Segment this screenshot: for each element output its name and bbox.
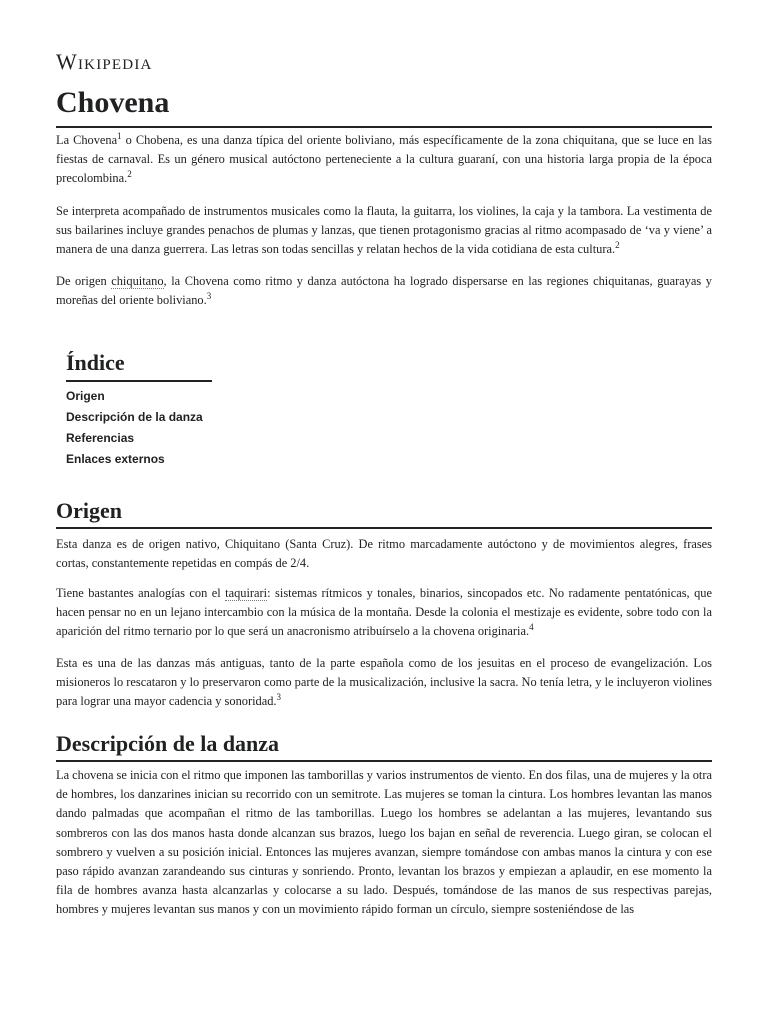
origen-paragraph-1 bbox=[56, 535, 712, 573]
wikipedia-wordmark: Wikipedia bbox=[56, 49, 153, 74]
origen-paragraph-2 bbox=[56, 584, 712, 642]
intro-paragraph-2 bbox=[56, 202, 712, 260]
inline-link[interactable]: chiquitano bbox=[111, 274, 164, 288]
reference-mark[interactable]: 1 bbox=[117, 131, 122, 141]
text-run: La Chovena bbox=[56, 133, 118, 147]
descripcion-paragraph-1 bbox=[56, 766, 712, 920]
text-run: Esta es una de las danzas más antiguas, tanto de la parte española como de los jesuitas en el proceso de evangelización. Los misioneros lo rescataron y lo preservaron como parte de la musicalización, inclusive la sacra. No tenía letra, y le incluyeron violines para lograr una mayor cadencia y sonoridad. bbox=[56, 656, 712, 709]
text-run: La chovena se inicia con el ritmo que imponen las tamborillas y varios instrumentos de viento. En dos filas, una de mujeres y la otra de hombres, los danzarines inician su recorrido con un semitrote. Las mujeres se toman la cintura. Los hombres levantan las manos dando palmadas que acompañan el ritmo de las tamborillas. Luego los hombres se adelantan a las mujeres, levantando sus sombreros con las dos manos hasta donde alcanzan sus brazos, luego los bajan en señal de reverencia. Luego giran, se colocan el sombrero y vuelven a su posición inicial. Entonces las mujeres avanzan, siempre tomándose con ambas manos la cintura y con ese paso rápido avanzan zarandeando sus cinturas y sonriendo. Pronto, levantan los brazos y empiezan a aplaudir, en ese momento la fila de hombres avanza hasta alcanzarlas y colocarse a su lado. Después, tomándose de las manos de sus respectivas parejas, hombres y mujeres levantan sus manos y con un movimiento rápido forman un círculo, siempre sosteniéndose de las bbox=[56, 768, 712, 917]
toc-item-origen[interactable]: Origen bbox=[66, 389, 105, 403]
reference-mark[interactable]: 3 bbox=[206, 291, 212, 302]
text-run: , la Chovena como ritmo y danza autóctona ha logrado dispersarse en las regiones chiquitanas, guarayas y moreñas del oriente boliviano. bbox=[56, 274, 712, 308]
origen-paragraph-3 bbox=[56, 654, 712, 712]
reference-mark[interactable]: 2 bbox=[615, 240, 620, 251]
toc-item-descripcion[interactable]: Descripción de la danza bbox=[66, 410, 203, 424]
inline-link[interactable]: taquirari bbox=[225, 586, 268, 600]
section-heading-origen: Origen bbox=[56, 496, 712, 529]
reference-mark[interactable]: 2 bbox=[127, 169, 132, 180]
toc-item-enlaces-externos[interactable]: Enlaces externos bbox=[66, 452, 165, 466]
text-run: : sistemas rítmicos y tonales, binarios, sincopados etc. No radamente pentatónicas, que hacen pensar no en un lejano intercambio con la música de la montaña. Desde la colonia el mestizaje es evidente, sobre todo con la aparición del ritmo ternario por lo que será un anacronismo atribuírselo a la chovena originaria. bbox=[56, 586, 712, 639]
text-run: Tiene bastantes analogías con el bbox=[56, 586, 226, 600]
text-run: Esta danza es de origen nativo, Chiquitano (Santa Cruz). De ritmo marcadamente autóctono y de movimientos alegres, frases cortas, constantemente repetidas en compás de 2/4. bbox=[56, 537, 712, 571]
section-heading-descripcion: Descripción de la danza bbox=[56, 729, 712, 762]
page-title: Chovena bbox=[56, 84, 712, 128]
intro-paragraph-1 bbox=[56, 131, 712, 189]
table-of-contents bbox=[66, 348, 212, 470]
toc-title: Índice bbox=[66, 348, 212, 382]
text-run: De origen bbox=[56, 274, 112, 288]
toc-item-referencias[interactable]: Referencias bbox=[66, 431, 135, 445]
reference-mark[interactable]: 3 bbox=[276, 692, 282, 703]
reference-mark[interactable]: 4 bbox=[529, 622, 534, 633]
text-run: o Chobena, es una danza típica del oriente boliviano, más específicamente de la zona chiquitana, que se luce en las fiestas de carnaval. Es un género musical autóctono perteneciente a la cultura guaraní, con una historia larga propia de la época precolombina. bbox=[56, 133, 712, 186]
toc-list bbox=[66, 386, 212, 470]
text-run: Se interpreta acompañado de instrumentos musicales como la flauta, la guitarra, los violines, la caja y la tambora. La vestimenta de sus bailarines incluye grandes penachos de plumas y lanzas, que tienen protagonismo gracias al ritmo acompasado de ‘va y viene’ a manera de una danza guerrera. Las letras son todas sencillas y relatan hechos de la vida cotidiana de esta cultura. bbox=[56, 204, 712, 257]
intro-paragraph-3 bbox=[56, 272, 712, 310]
